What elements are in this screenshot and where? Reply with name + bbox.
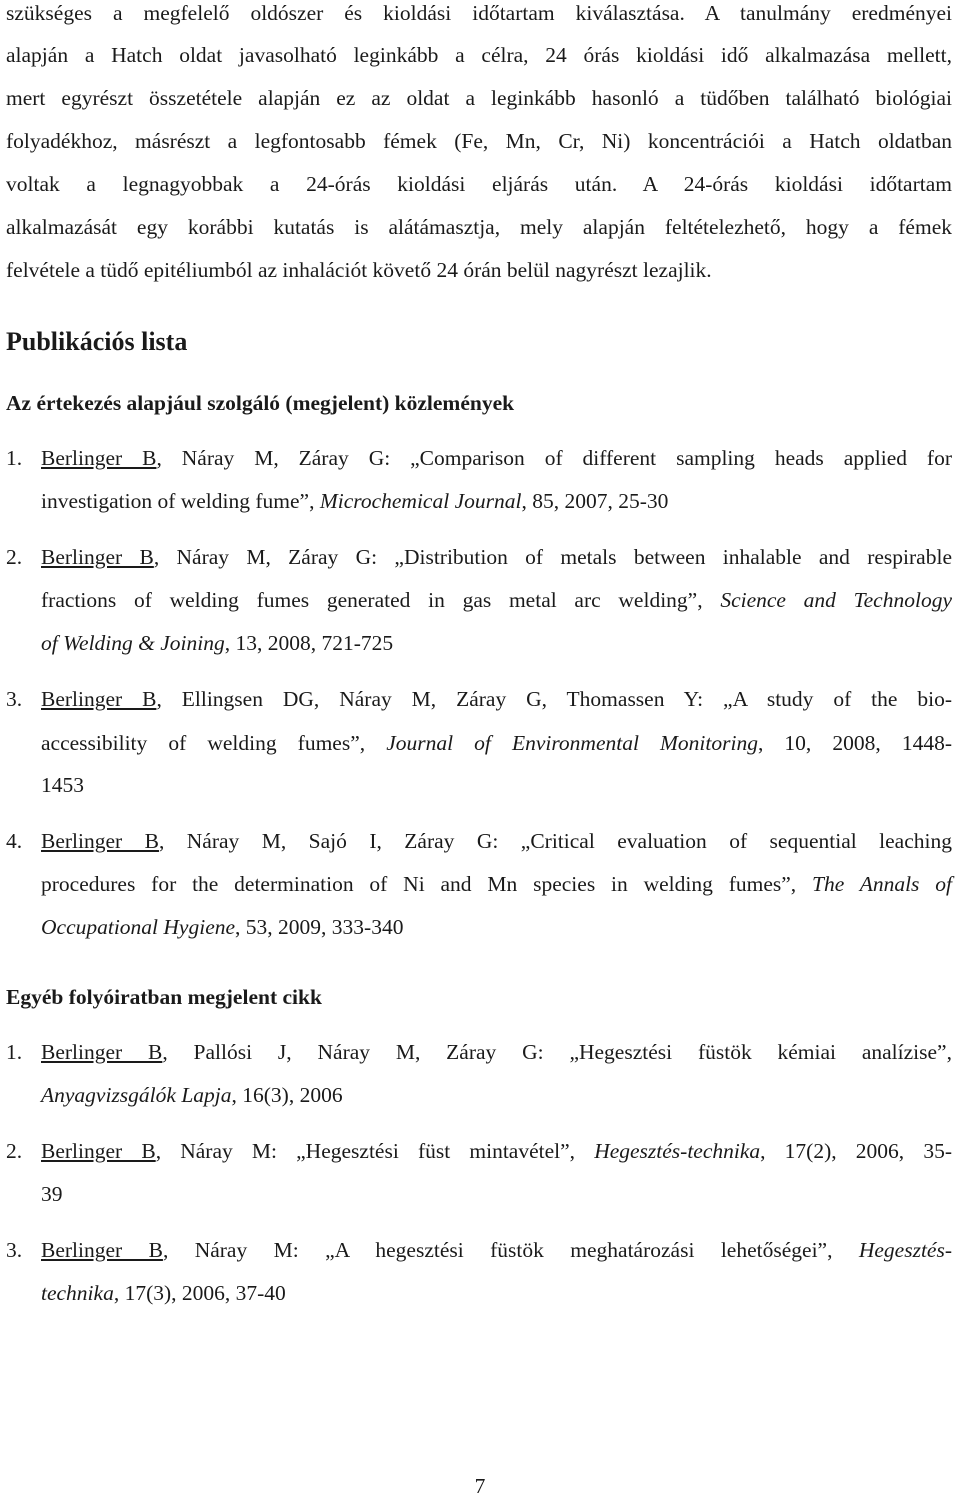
intro-line: mert egyrészt összetétele alapján ez az oldat a leginkább hasonló a tüdőben található biológiai	[6, 86, 952, 110]
author-name: Berlinger B	[41, 829, 159, 853]
item-number: 4.	[6, 829, 23, 853]
item-line: 1453	[41, 773, 84, 797]
item-line	[41, 1138, 952, 1164]
item-text: , 53, 2009, 333-340	[235, 915, 404, 939]
item-line	[41, 1280, 952, 1306]
item-line	[41, 445, 952, 471]
item-line	[41, 544, 952, 570]
intro-line: alkalmazását egy korábbi kutatás is alátámasztja, mely alapján feltételezhető, hogy a fémek	[6, 215, 952, 239]
item-text: , Náray M: „A hegesztési füstök meghatározási lehetőségei”,	[162, 1238, 859, 1262]
item-text: , 13, 2008, 721-725	[224, 631, 394, 655]
intro-line: felvétele a tüdő epitéliumból az inhalációt követő 24 órán belül nagyrészt lezajlik.	[6, 258, 712, 282]
item-line	[41, 686, 952, 712]
item-text: fractions of welding fumes generated in gas metal arc welding”,	[41, 588, 721, 612]
item-text: , Ellingsen DG, Náray M, Záray G, Thomassen Y: „A study of the bio-	[156, 687, 952, 711]
journal-name: Occupational Hygiene	[41, 915, 236, 939]
journal-name: Science and Technology	[720, 588, 952, 612]
section-title: Publikációs lista	[6, 327, 188, 356]
item-number: 2.	[6, 1139, 23, 1163]
item-text: investigation of welding fume”,	[41, 489, 320, 513]
intro-line: folyadékhoz, másrészt a legfontosabb fémek (Fe, Mn, Cr, Ni) koncentrációi a Hatch oldatban	[6, 129, 952, 153]
journal-name: Hegesztés-	[858, 1238, 952, 1262]
item-number: 3.	[6, 1238, 23, 1262]
item-line	[41, 828, 952, 854]
author-name: Berlinger B	[41, 1139, 156, 1163]
item-text: , 17(2), 2006, 35-	[760, 1139, 952, 1163]
item-number: 1.	[6, 1040, 23, 1064]
item-text: , 10, 2008, 1448-	[757, 731, 952, 755]
item-line	[41, 730, 952, 756]
item-number: 2.	[6, 545, 23, 569]
item-text: , 17(3), 2006, 37-40	[113, 1281, 286, 1305]
item-text: , 85, 2007, 25-30	[521, 489, 669, 513]
item-text: , Náray M: „Hegesztési füst mintavétel”,	[155, 1139, 595, 1163]
item-text: , Náray M, Sajó I, Záray G: „Critical evaluation of sequential leaching	[158, 829, 952, 853]
journal-name: Journal of Environmental Monitoring	[386, 731, 758, 755]
intro-line: alapján a Hatch oldat javasolható leginkább a célra, 24 órás kioldási idő alkalmazása mellett,	[6, 43, 952, 67]
item-line	[41, 914, 952, 940]
author-name: Berlinger B	[41, 545, 154, 569]
journal-name: Anyagvizsgálók Lapja	[41, 1083, 232, 1107]
item-number: 1.	[6, 446, 23, 470]
item-line	[41, 1039, 952, 1065]
item-text: accessibility of welding fumes”,	[41, 731, 387, 755]
item-line	[41, 587, 952, 613]
item-line	[41, 630, 952, 656]
author-name: Berlinger B	[41, 446, 157, 470]
author-name: Berlinger B	[41, 687, 157, 711]
item-line	[41, 1082, 952, 1108]
subsection-title: Egyéb folyóiratban megjelent cikk	[6, 985, 322, 1009]
author-name: Berlinger B	[41, 1040, 163, 1064]
subsection-title: Az értekezés alapjául szolgáló (megjelent) közlemények	[6, 391, 515, 415]
intro-line: voltak a legnagyobbak a 24-órás kioldási eljárás után. A 24-órás kioldási időtartam	[6, 172, 952, 196]
intro-line: szükséges a megfelelő oldószer és kioldási időtartam kiválasztása. A tanulmány eredményei	[6, 1, 952, 25]
journal-name: of Welding & Joining	[41, 631, 225, 655]
item-number: 3.	[6, 687, 23, 711]
journal-name: Microchemical Journal	[319, 489, 522, 513]
page-number: 7	[474, 1474, 486, 1498]
item-text: , 16(3), 2006	[231, 1083, 343, 1107]
item-line	[41, 871, 952, 897]
author-name: Berlinger B	[41, 1238, 163, 1262]
journal-name: Hegesztés-technika	[594, 1139, 761, 1163]
item-text: procedures for the determination of Ni and Mn species in welding fumes”,	[41, 872, 812, 896]
journal-name: The Annals of	[812, 872, 952, 896]
journal-name: technika	[41, 1281, 114, 1305]
item-text: , Náray M, Záray G: „Distribution of metals between inhalable and respirable	[153, 545, 952, 569]
item-text: , Náray M, Záray G: „Comparison of different sampling heads applied for	[156, 446, 952, 470]
item-line: 39	[41, 1182, 63, 1206]
item-line	[41, 1237, 952, 1263]
item-text: , Pallósi J, Náray M, Záray G: „Hegesztési füstök kémiai analízise”,	[162, 1040, 952, 1064]
item-line	[41, 488, 952, 514]
